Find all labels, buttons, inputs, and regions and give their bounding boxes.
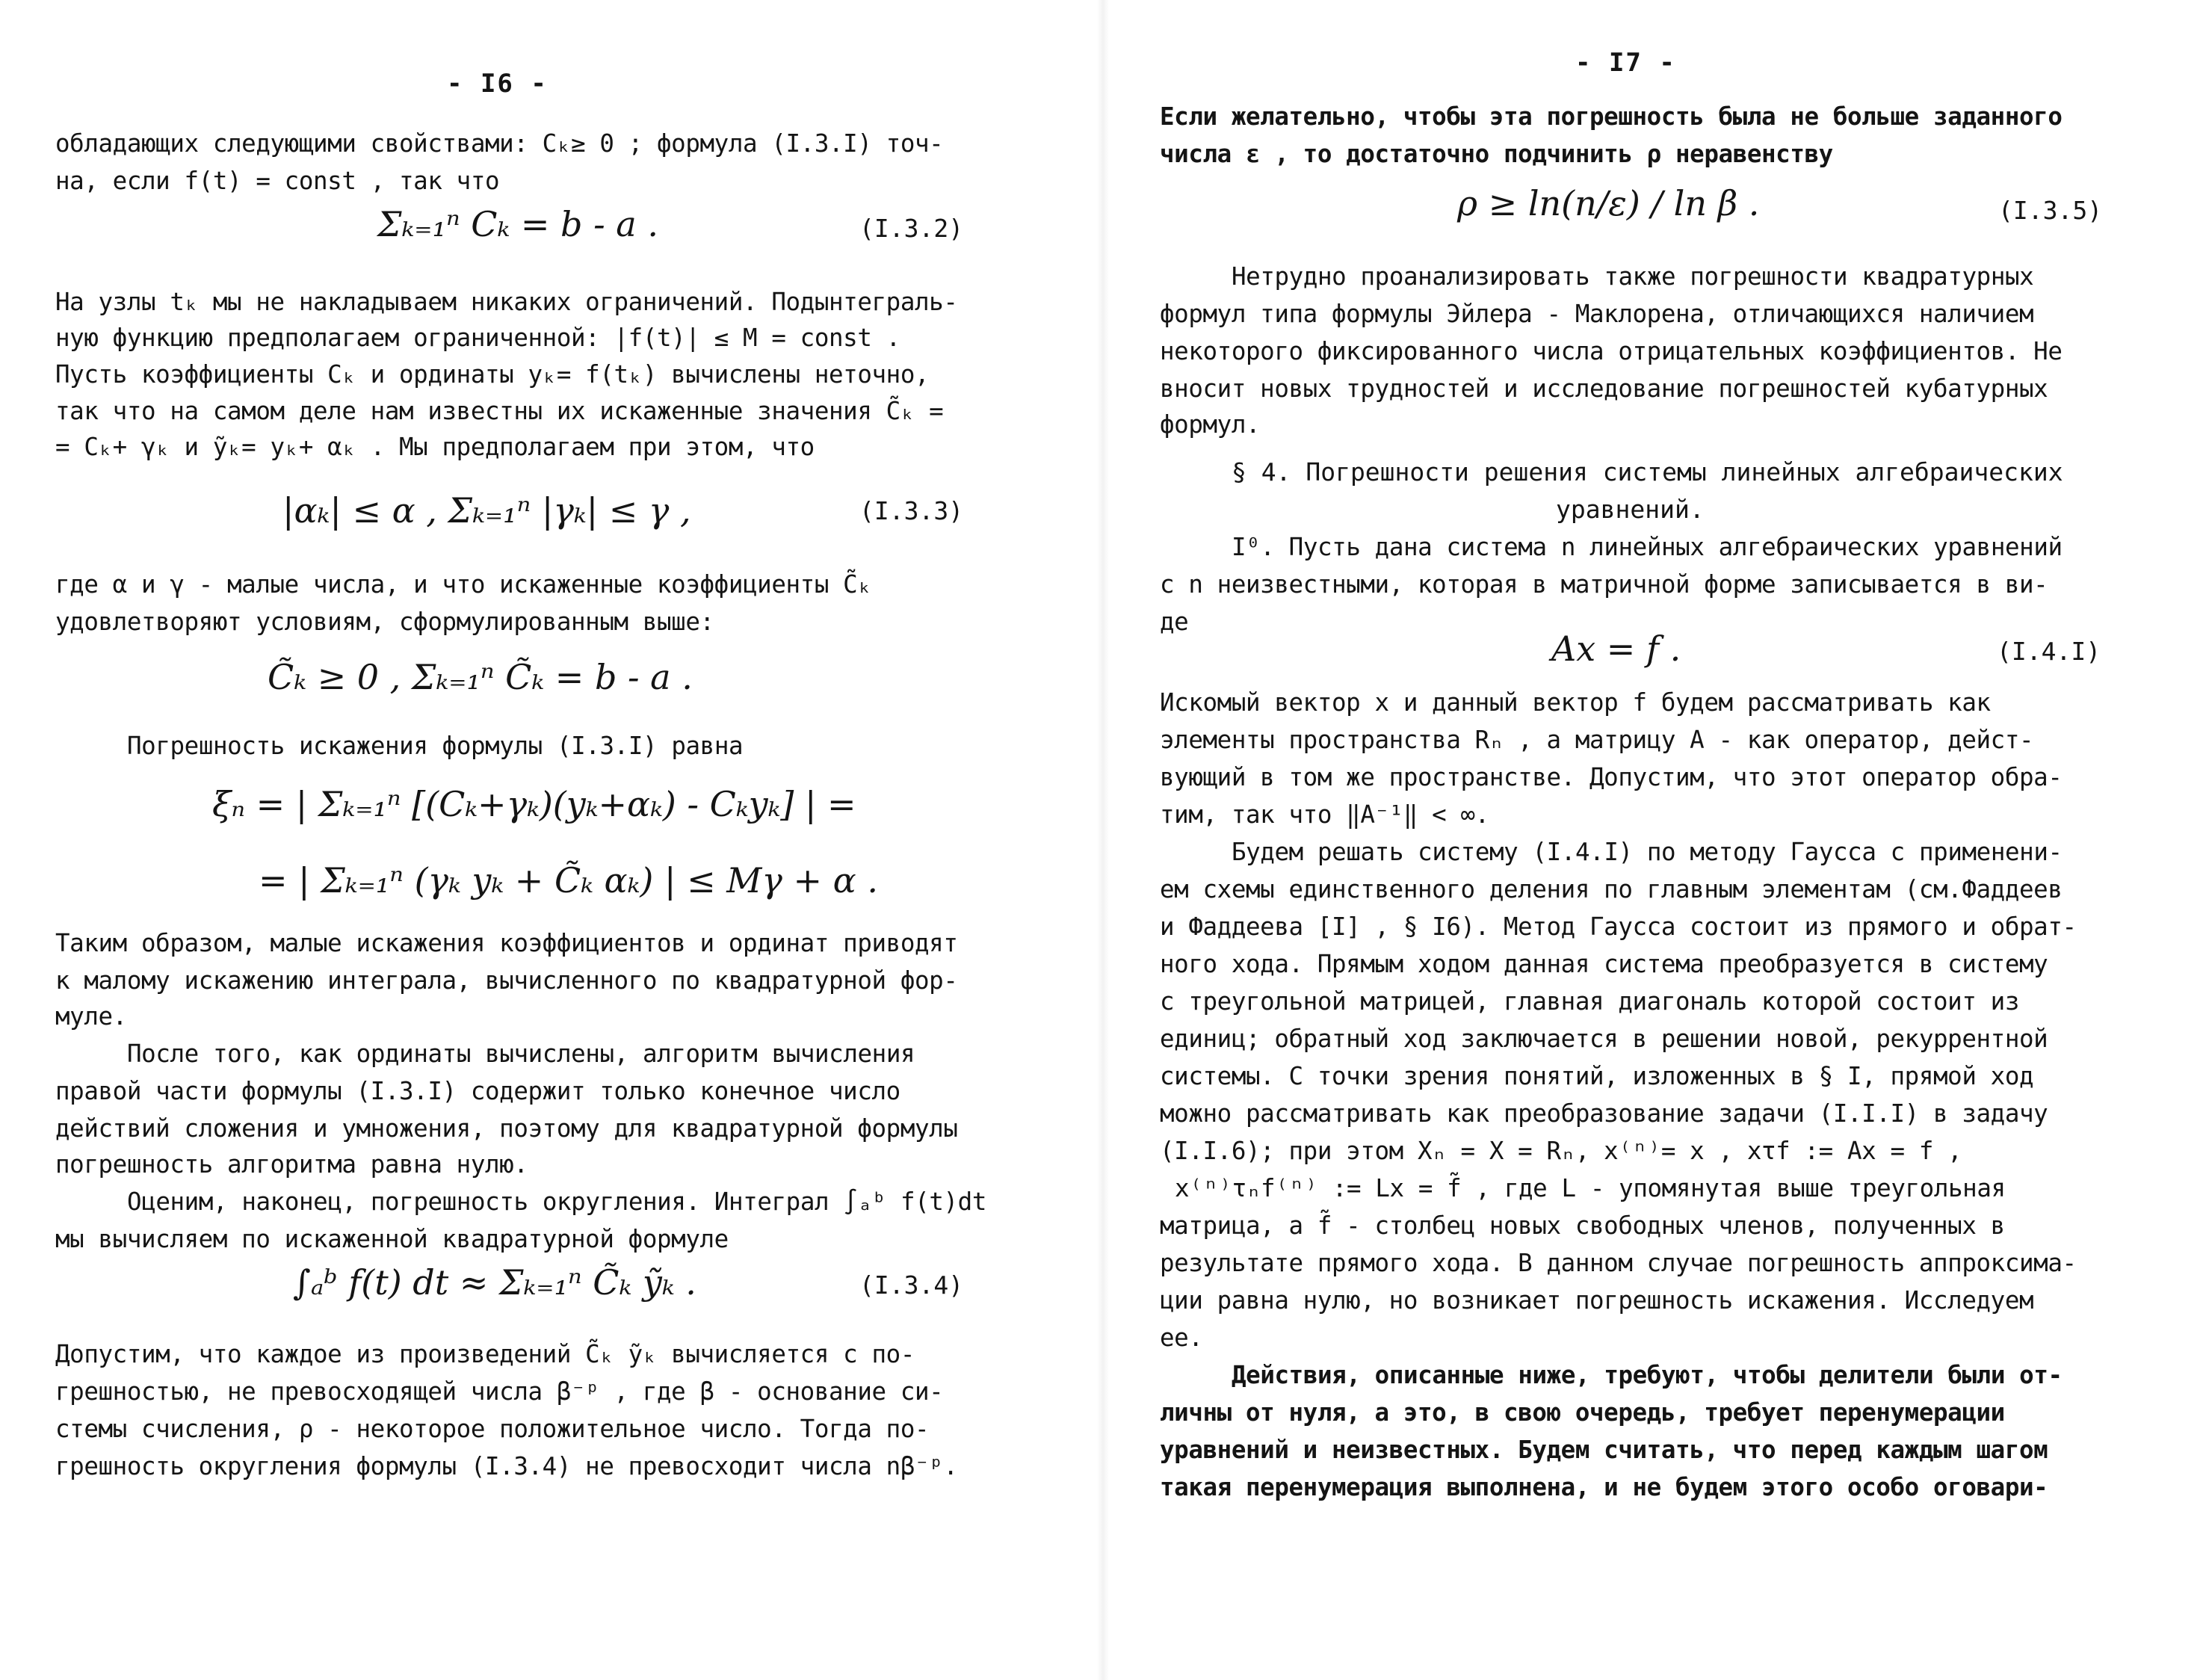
text-line: ного хода. Прямым ходом данная система преобразуется в систему [1160,950,2048,978]
text-line: Действия, описанные ниже, требуют, чтобы делители были от- [1232,1361,2063,1389]
text-line: с n неизвестными, которая в матричной форме записывается в ви- [1160,570,2048,599]
formula-1-3-5: ρ ≥ ln(n/ε) / ln β . [1457,183,1760,223]
text-line: Искомый вектор x и данный вектор f будем рассматривать как [1160,688,1991,717]
equation-number: (I.3.4) [859,1270,964,1300]
text-line: так что на самом деле нам известны их искаженные значения C̃ₖ = [55,397,944,425]
text-line: единиц; обратный ход заключается в решении новой, рекуррентной [1160,1025,2048,1053]
text-line: погрешность алгоритма равна нулю. [55,1150,528,1179]
formula-1-3-2: Σₖ₌₁ⁿ Cₖ = b - a . [377,204,658,244]
text-line: мы вычисляем по искаженной квадратурной формуле [55,1225,729,1253]
text-line: результате прямого хода. В данном случае погрешность аппроксима- [1160,1249,2077,1277]
text-line: грешность округления формулы (I.3.4) не превосходит числа nβ⁻ᵖ. [55,1452,958,1480]
equation-number: (I.3.2) [859,214,964,243]
formula-1-4-1: Ax = f . [1551,629,1681,669]
text-line: На узлы tₖ мы не накладываем никаких ограничений. Подынтеграль- [55,288,958,316]
text-line: обладающих следующими свойствами: Cₖ≥ 0 ; формула (I.3.I) точ- [55,129,944,158]
text-line: можно рассматривать как преобразование задачи (I.I.I) в задачу [1160,1099,2048,1128]
text-line: Если желательно, чтобы эта погрешность была не больше заданного [1160,102,2063,131]
text-line: стемы счисления, ρ - некоторое положительное число. Тогда по- [55,1415,930,1443]
text-line: вующий в том же пространстве. Допустим, что этот оператор обра- [1160,763,2063,791]
text-line: где α и γ - малые числа, и что искаженные коэффициенты C̃ₖ [55,570,872,599]
text-line: уравнений и неизвестных. Будем считать, что перед каждым шагом [1160,1436,2048,1464]
text-line: Нетрудно проанализировать также погрешности квадратурных [1232,262,2034,291]
formula-1-3-3: |αₖ| ≤ α , Σₖ₌₁ⁿ |γₖ| ≤ γ , [282,490,691,531]
formula-error-bound: = | Σₖ₌₁ⁿ (γₖ yₖ + C̃ₖ αₖ) | ≤ Mγ + α . [259,860,878,901]
text-line: де [1160,608,1189,636]
text-line: матрица, а f̃ - столбец новых свободных членов, полученных в [1160,1211,2005,1240]
text-line: некоторого фиксированного числа отрицательных коэффициентов. Не [1160,337,2063,365]
text-line: ем схемы единственного деления по главным элементам (см.Фаддеев [1160,875,2063,904]
text-line: Пусть коэффициенты Cₖ и ординаты yₖ= f(tₖ) вычислены неточно, [55,360,930,389]
text-line: Будем решать систему (I.4.I) по методу Гаусса с применени- [1232,838,2063,866]
text-line: ную функцию предполагаем ограниченной: |f(t)| ≤ M = const . [55,324,900,352]
text-line: с треугольной матрицей, главная диагональ которой состоит из [1160,987,2019,1016]
text-line: x⁽ⁿ⁾τₙf⁽ⁿ⁾ := Lx = f̃ , где L - упомянутая выше треугольная [1175,1174,2006,1202]
text-line: элементы пространства Rₙ , а матрицу A - как оператор, дейст- [1160,726,2034,754]
right-page [1103,0,2206,1680]
text-line: действий сложения и умножения, поэтому для квадратурной формулы [55,1114,958,1143]
text-line: к малому искажению интеграла, вычисленного по квадратурной фор- [55,966,958,995]
text-line: После того, как ординаты вычислены, алгоритм вычисления [127,1040,915,1068]
text-line: грешностью, не превосходящей числа β⁻ᵖ , где β - основание си- [55,1377,944,1406]
formula-conditions: C̃ₖ ≥ 0 , Σₖ₌₁ⁿ C̃ₖ = b - a . [268,657,693,697]
formula-1-3-4: ∫ₐᵇ f(t) dt ≈ Σₖ₌₁ⁿ C̃ₖ ỹₖ . [293,1262,696,1303]
text-line: числа ε , то достаточно подчинить ρ неравенству [1160,140,1833,168]
text-line: Таким образом, малые искажения коэффициентов и ординат приводят [55,929,958,957]
equation-number: (I.3.5) [1998,196,2103,225]
page-number-16: - I6 - [447,69,548,99]
text-line: удовлетворяют условиям, сформулированным выше: [55,608,714,636]
text-line: Погрешность искажения формулы (I.3.I) равна [127,732,744,760]
formula-error-sum: ξₙ = | Σₖ₌₁ⁿ [(Cₖ+γₖ)(yₖ+αₖ) - Cₖyₖ] | = [212,784,856,824]
text-line: ции равна нулю, но возникает погрешность искажения. Исследуем [1160,1286,2034,1315]
section-title: § 4. Погрешности решения системы линейных алгебраических [1232,457,2063,487]
text-line: Допустим, что каждое из произведений C̃ₖ ỹₖ вычисляется с по- [55,1340,915,1368]
text-line: личны от нуля, а это, в свою очередь, требует перенумерации [1160,1398,2005,1427]
section-title-cont: уравнений. [1556,495,1705,524]
text-line: системы. С точки зрения понятий, изложенных в § I, прямой ход [1160,1062,2034,1090]
text-line: ее. [1160,1324,1203,1352]
text-line: и Фаддеева [I] , § I6). Метод Гаусса состоит из прямого и обрат- [1160,912,2077,941]
page-number-17: - I7 - [1575,48,1676,78]
equation-number: (I.4.I) [1997,637,2101,666]
text-line: вносит новых трудностей и исследование погрешностей кубатурных [1160,374,2048,403]
text-line: такая перенумерация выполнена, и не будем этого особо оговари- [1160,1473,2048,1501]
equation-number: (I.3.3) [859,496,964,525]
text-line: = Cₖ+ γₖ и ỹₖ= yₖ+ αₖ . Мы предполагаем при этом, что [55,433,815,461]
text-line: на, если f(t) = const , так что [55,167,500,195]
text-line: формул. [1160,410,1261,439]
text-line: тим, так что ‖A⁻¹‖ < ∞. [1160,800,1489,829]
text-line: (I.I.6); при этом Xₙ = X = Rₙ, x⁽ⁿ⁾= x , xτf := Ax = f , [1160,1137,1962,1165]
text-line: правой части формулы (I.3.I) содержит только конечное число [55,1077,900,1105]
text-line: муле. [55,1002,127,1031]
text-line: формул типа формулы Эйлера - Маклорена, отличающихся наличием [1160,300,2034,328]
text-line: I⁰. Пусть дана система n линейных алгебраических уравнений [1232,533,2063,561]
text-line: Оценим, наконец, погрешность округления. Интеграл ∫ₐᵇ f(t)dt [127,1188,986,1216]
